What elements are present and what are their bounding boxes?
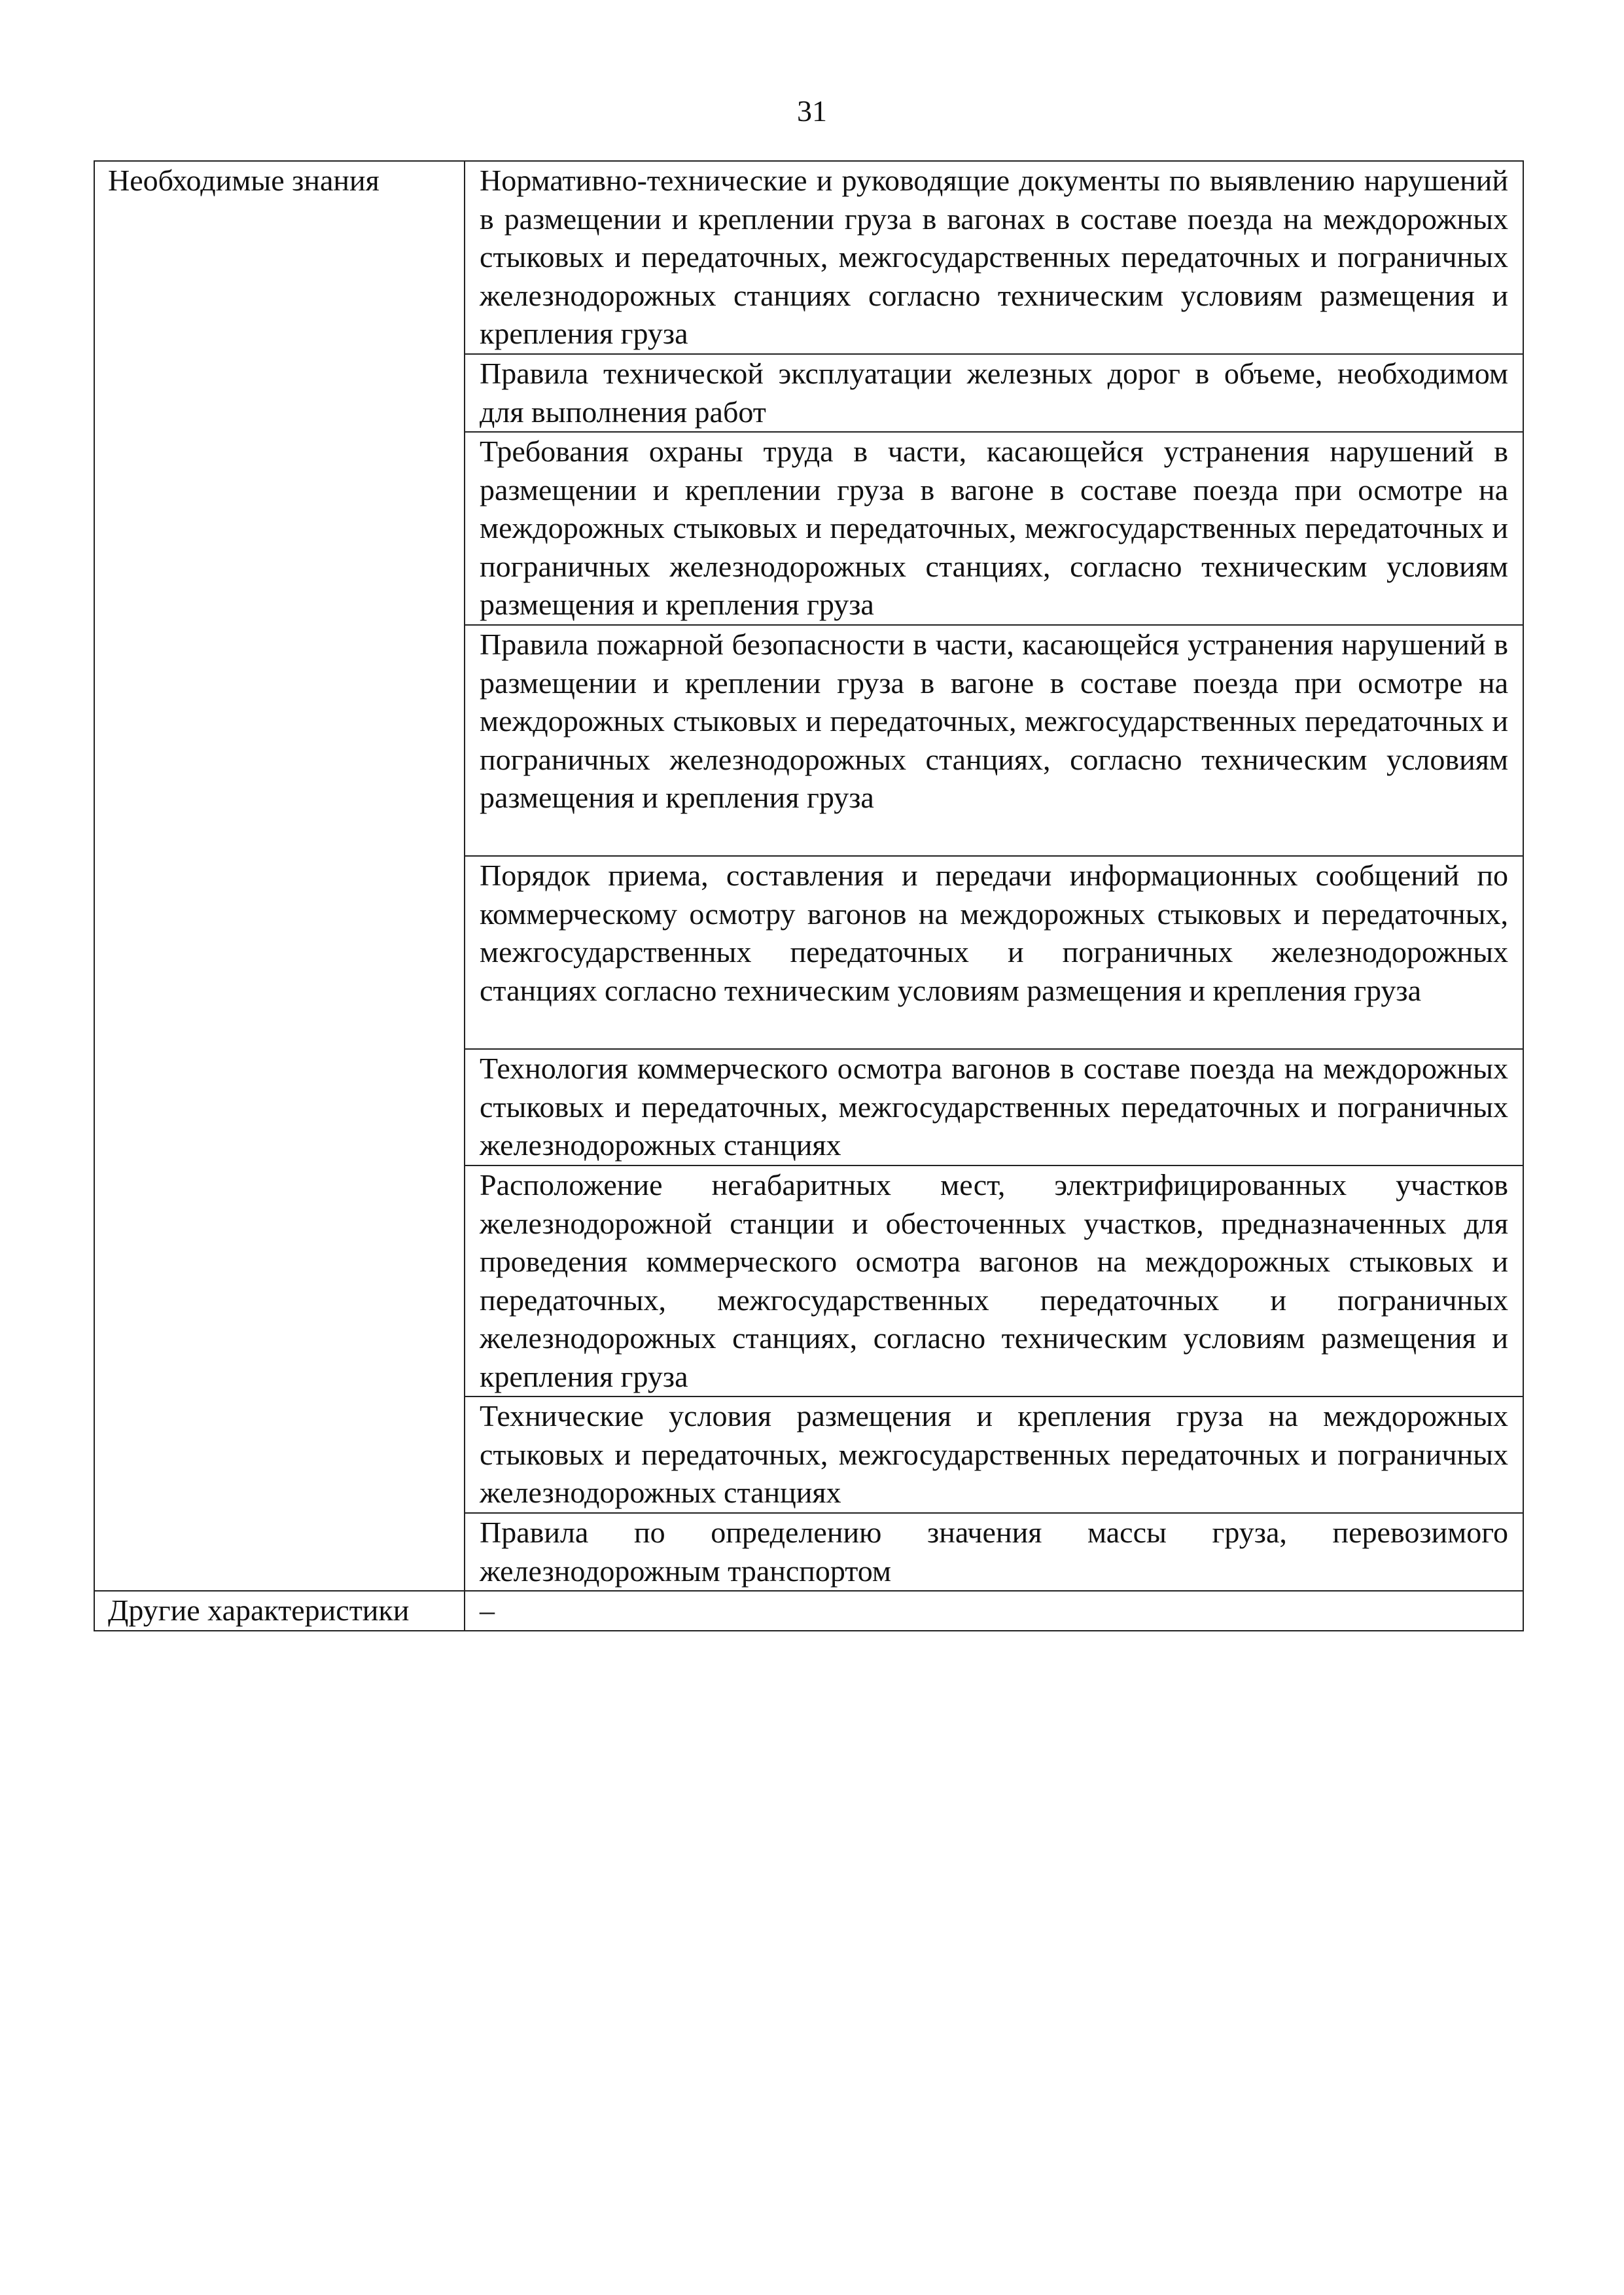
knowledge-item: Технические условия размещения и крепления груза на междорожных стыковых и передаточных, межгосударственных передаточных и пограничных железнодорожных станциях <box>465 1397 1523 1513</box>
knowledge-item: Правила пожарной безопасности в части, касающейся устранения нарушений в размещении и креплении груза в вагоне в составе поезда при осмотре на междорожных стыковых и передаточных, межгосударственных передаточных и пограничных железнодорожных станциях, согласно техническим условиям размещения и крепления груза <box>465 625 1523 856</box>
knowledge-item: Расположение негабаритных мест, электрифицированных участков железнодорожной станции и обесточенных участков, предназначенных для проведения коммерческого осмотра вагонов на междорожных стыковых и передаточных, межгосударственных передаточных и пограничных железнодорожных станциях, согласно техническим условиям размещения и крепления груза <box>465 1165 1523 1397</box>
page-number: 31 <box>797 94 827 128</box>
table-row <box>94 1591 1523 1631</box>
knowledge-item: Технология коммерческого осмотра вагонов в составе поезда на междорожных стыковых и передаточных, межгосударственных передаточных и пограничных железнодорожных станциях <box>465 1049 1523 1165</box>
other-characteristics-value: – <box>465 1591 1523 1631</box>
knowledge-item: Правила технической эксплуатации железных дорог в объеме, необходимом для выполнения работ <box>465 354 1523 432</box>
knowledge-table <box>94 160 1524 1631</box>
knowledge-label: Необходимые знания <box>94 161 465 1591</box>
knowledge-item: Правила по определению значения массы груза, перевозимого железнодорожным транспортом <box>465 1513 1523 1591</box>
knowledge-item: Нормативно-технические и руководящие документы по выявлению нарушений в размещении и креплении груза в вагонах в составе поезда на междорожных стыковых и передаточных, межгосударственных передаточных и пограничных железнодорожных станциях согласно техническим условиям размещения и крепления груза <box>465 161 1523 354</box>
table-row <box>94 161 1523 354</box>
other-characteristics-label: Другие характеристики <box>94 1591 465 1631</box>
knowledge-item: Порядок приема, составления и передачи информационных сообщений по коммерческому осмотру вагонов на междорожных стыковых и передаточных, межгосударственных передаточных и пограничных железнодорожных станциях согласно техническим условиям размещения и крепления груза <box>465 856 1523 1049</box>
knowledge-item: Требования охраны труда в части, касающейся устранения нарушений в размещении и креплении груза в вагоне в составе поезда при осмотре на междорожных стыковых и передаточных, межгосударственных передаточных и пограничных железнодорожных станциях, согласно техническим условиям размещения и крепления груза <box>465 432 1523 625</box>
